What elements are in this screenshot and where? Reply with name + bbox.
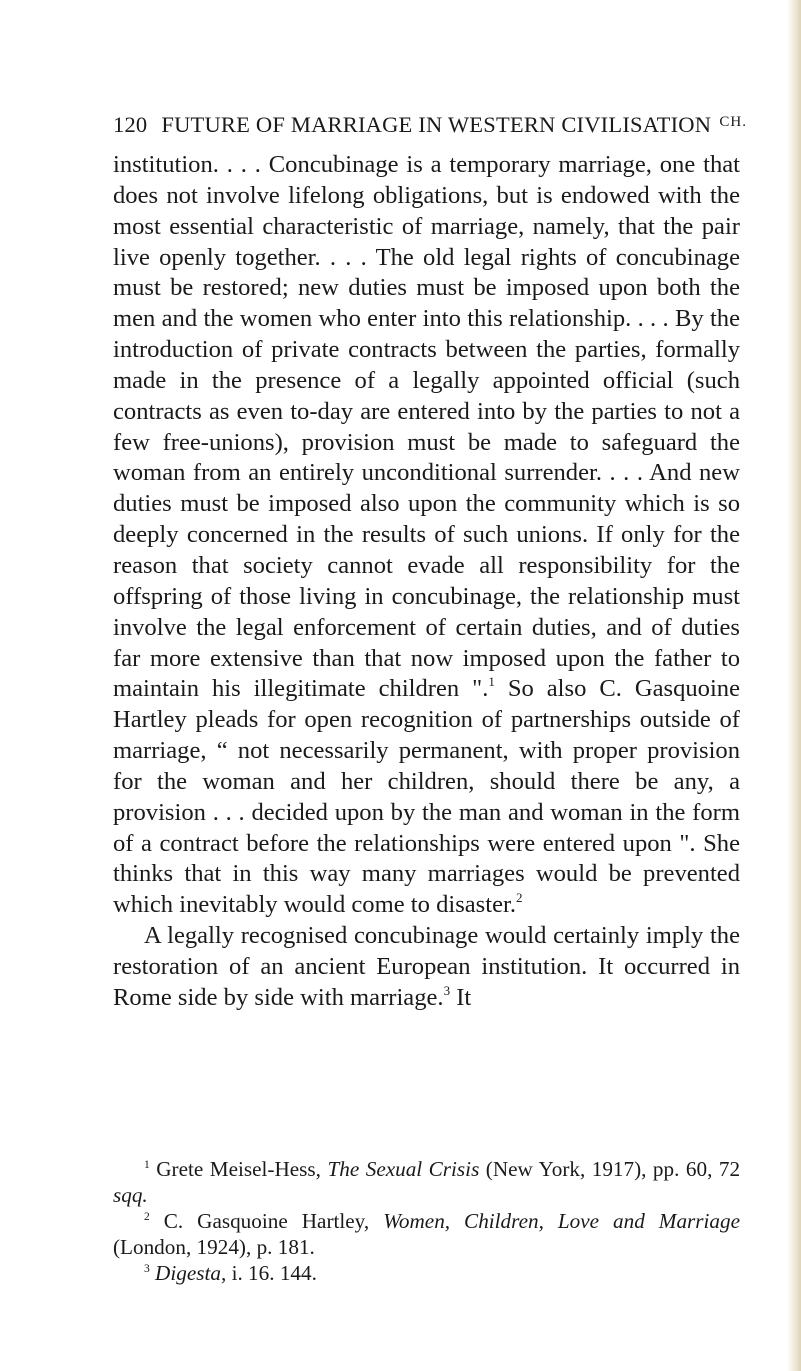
body-text	[113, 150, 740, 1014]
paragraph-2-tail: It	[450, 983, 472, 1011]
footnote-3-pub: i. 16. 144.	[231, 1261, 317, 1285]
page-number: 120	[113, 112, 148, 137]
running-title: FUTURE OF MARRIAGE IN WESTERN CIVILISATION	[161, 112, 712, 137]
footnote-1-author: Grete Meisel-Hess,	[156, 1157, 321, 1181]
footnote-3	[113, 1260, 740, 1286]
footnote-2-marker: 2	[144, 1211, 150, 1223]
footnotes	[113, 1156, 740, 1286]
paragraph-2	[113, 921, 740, 1014]
running-header	[113, 112, 747, 138]
footnote-2-title: Women, Children, Love and Marriage	[383, 1209, 741, 1233]
footnote-1-title: The Sexual Crisis	[327, 1157, 480, 1181]
paragraph-1-continuation: So also C. Gasquoine Hartley pleads for open recognition of partnerships outside of marriage, “ not necessarily permanent, with proper provision for the woman and her children, should there be any, a provision . . . decided upon by the man and woman in the form of a contract before the relationships were entered upon ". She thinks that in this way many marriages would be prevented which inevitably would come to disaster.	[113, 675, 741, 919]
paragraph-1-text: institution. . . . Concubinage is a temporary marriage, one that does not involve lifelong obligations, but is endowed with the most essential characteristic of marriage, namely, that the pair live openly together. . . . The old legal rights of concubinage must be restored; new duties must be imposed upon both the men and the women who enter into this relationship. . . . By the introduction of private contracts between the parties, formally made in the presence of a legally appointed official (such contracts as even to-day are entered into by the parties to not a few free-unions), provision must be made to safeguard the woman from an entirely unconditional surrender. . . . And new duties must be imposed also upon the community which is so deeply concerned in the results of such unions. If only for the reason that society cannot evade all responsibility for the offspring of those living in concubinage, the relationship must involve the legal enforcement of certain duties, and of duties far more extensive than that now imposed upon the father to maintain his illegitimate children ".	[113, 151, 740, 703]
page-edge	[787, 0, 801, 1371]
footnote-2	[113, 1208, 740, 1260]
footnote-1	[113, 1156, 740, 1208]
footnote-1-suffix: sqq.	[113, 1183, 148, 1207]
footnote-3-title: Digesta,	[155, 1261, 227, 1285]
footnote-ref-1: 1	[488, 674, 495, 690]
footnote-1-marker: 1	[144, 1159, 150, 1171]
paragraph-2-text: A legally recognised concubinage would certainly imply the restoration of an ancient European institution. It occurred in Rome side by side with marriage.	[113, 922, 740, 1011]
footnote-3-marker: 3	[144, 1263, 150, 1275]
footnote-2-pub: (London, 1924), p. 181.	[113, 1235, 315, 1259]
chapter-abbrev: CH.	[719, 114, 747, 130]
footnote-ref-3: 3	[443, 982, 451, 998]
paragraph-1	[113, 150, 740, 921]
footnote-ref-2: 2	[516, 890, 523, 906]
footnote-1-pub: (New York, 1917), pp. 60, 72	[485, 1157, 741, 1181]
footnote-2-author: C. Gasquoine Hartley,	[163, 1209, 370, 1233]
